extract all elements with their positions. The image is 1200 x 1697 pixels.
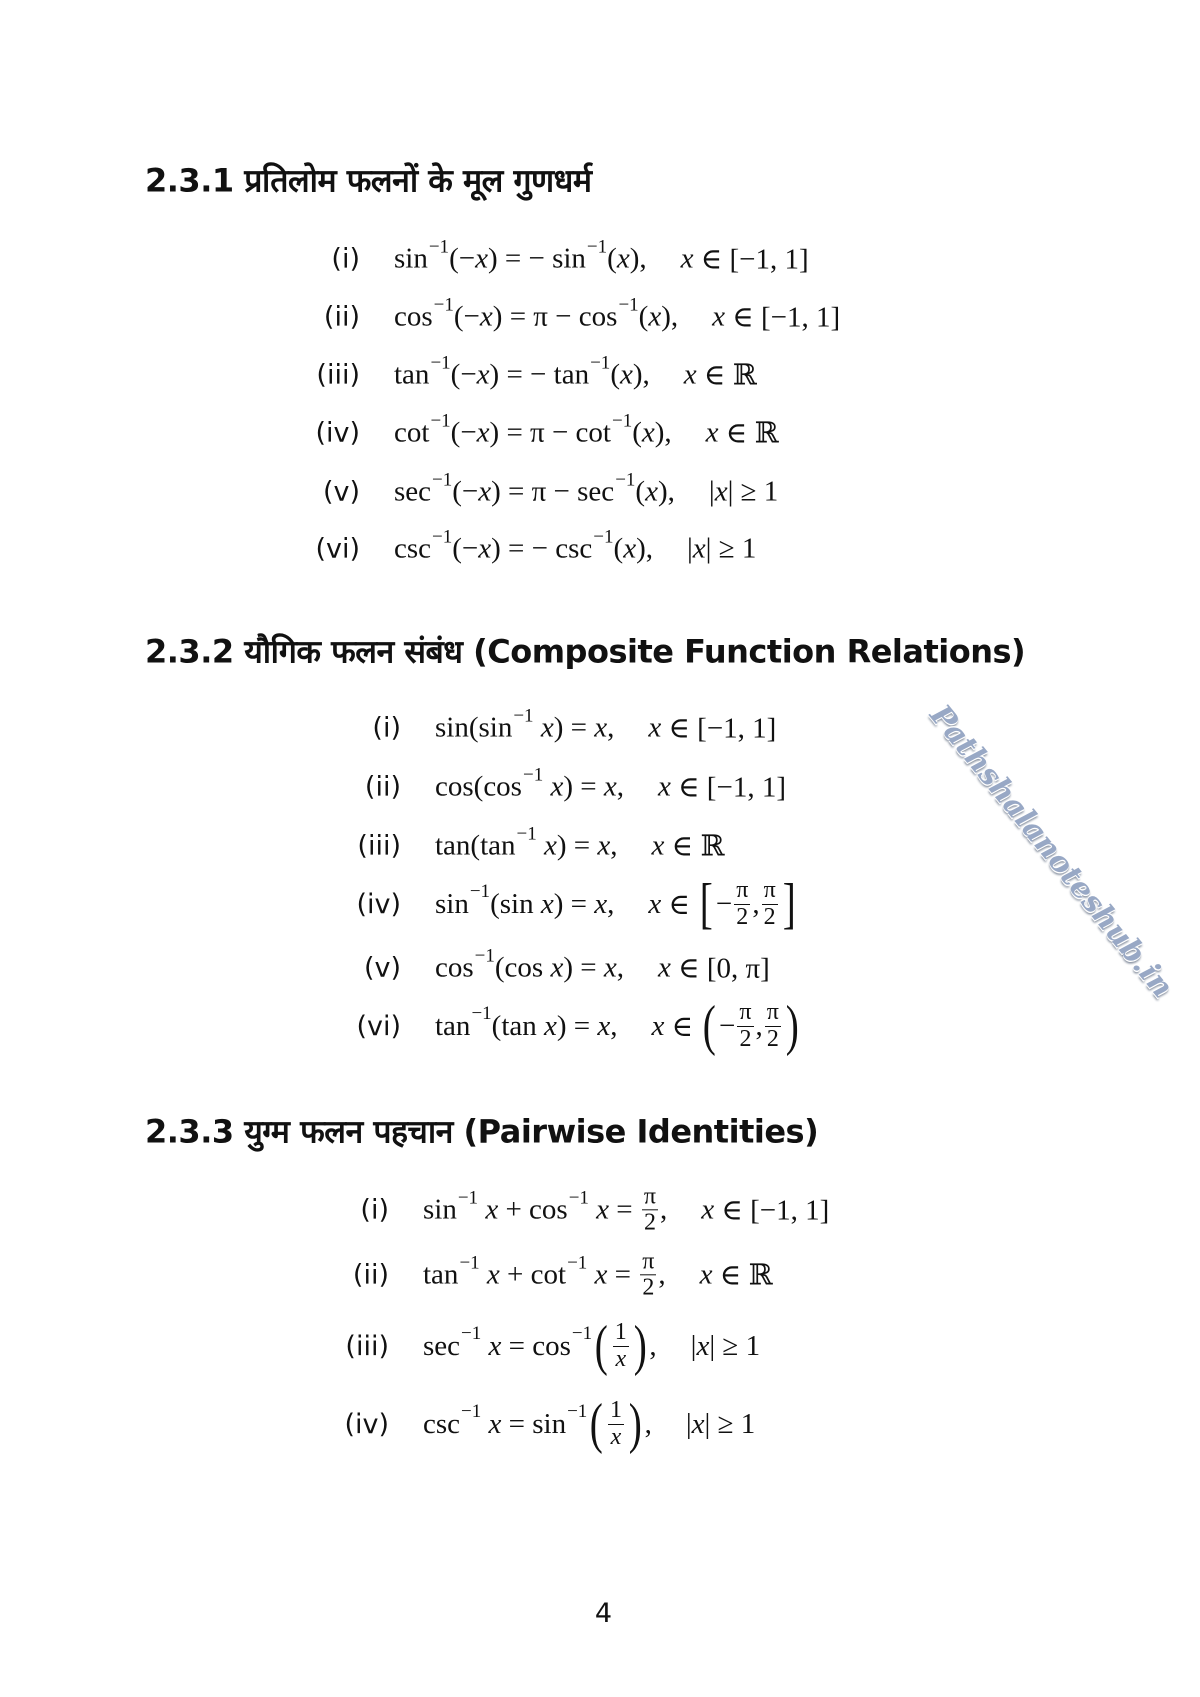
math-superscript: −1 <box>593 526 614 547</box>
math-superscript: −1 <box>432 469 453 490</box>
math-variable: x <box>540 711 554 744</box>
formula-domain <box>700 1258 773 1293</box>
formula-row <box>0 352 757 393</box>
formula-domain <box>648 873 798 935</box>
math-superscript: −1 <box>459 1252 480 1273</box>
math-text: (− <box>449 242 476 275</box>
math-text: | ≥ 1 <box>727 475 779 508</box>
math-text: ), <box>654 416 672 449</box>
math-text: ) = π − cot <box>489 416 611 449</box>
formula-label: (ii) <box>364 771 401 803</box>
formula-expression <box>435 764 624 804</box>
math-variable: x <box>476 358 490 391</box>
fraction-numerator: π <box>642 1248 655 1275</box>
math-fraction <box>762 878 778 929</box>
math-text: , <box>752 887 760 920</box>
math-text: ), <box>636 532 653 565</box>
math-large-bracket: ) <box>785 995 799 1057</box>
formula-expression <box>435 945 624 985</box>
math-text: − <box>715 887 733 920</box>
math-superscript: −1 <box>615 469 636 490</box>
math-variable: x <box>651 829 665 862</box>
math-text: ) = <box>563 770 604 803</box>
math-fraction <box>613 1320 629 1371</box>
math-superscript: −1 <box>568 1187 589 1208</box>
math-text: (sin <box>490 887 541 920</box>
formula-domain <box>706 416 779 451</box>
math-text: | ≥ 1 <box>709 1329 761 1362</box>
formula-row <box>0 945 770 986</box>
math-superscript: −1 <box>590 352 611 373</box>
math-variable: x <box>683 358 697 391</box>
formula-expression <box>423 1249 666 1300</box>
math-text: tan <box>394 358 430 391</box>
math-superscript: −1 <box>567 1252 588 1273</box>
math-superscript: −1 <box>430 352 451 373</box>
math-text: ∈ [−1, 1] <box>693 243 809 276</box>
fraction-numerator: π <box>643 1183 657 1210</box>
math-variable: x <box>705 416 719 449</box>
math-variable: x <box>486 1258 500 1291</box>
formula-domain <box>691 1330 760 1363</box>
formula-expression <box>423 1393 652 1455</box>
math-text: sin(sin <box>435 711 513 744</box>
math-text: = sin <box>501 1407 567 1440</box>
fraction-denominator: 2 <box>739 1025 752 1052</box>
math-text: = <box>609 1193 640 1226</box>
math-text: | <box>690 1329 697 1362</box>
page-number: 4 <box>594 1598 613 1629</box>
math-text: | <box>686 532 693 565</box>
math-text: (− <box>450 416 477 449</box>
math-text: tan(tan <box>435 829 516 862</box>
formula-row <box>0 705 777 746</box>
math-text: , <box>607 887 615 920</box>
math-superscript: −1 <box>430 410 451 431</box>
formula-expression <box>435 881 615 921</box>
formula-row <box>0 469 779 509</box>
math-variable: x <box>603 770 617 803</box>
math-variable: x <box>550 770 564 803</box>
formula-row <box>0 410 779 451</box>
math-text: ( <box>638 300 649 333</box>
math-text: , <box>649 1329 657 1362</box>
math-text <box>587 1259 594 1292</box>
math-superscript: −1 <box>457 1187 479 1208</box>
math-variable: x <box>540 887 554 920</box>
math-fraction <box>642 1184 658 1235</box>
formula-label: (iii) <box>316 359 360 391</box>
formula-expression <box>435 705 615 745</box>
formula-row <box>0 873 798 935</box>
math-large-bracket: ( <box>590 1393 604 1455</box>
math-variable: x <box>641 416 655 449</box>
math-text: cot <box>394 416 430 449</box>
math-variable: x <box>475 242 488 275</box>
formula-expression <box>394 236 647 276</box>
formula-domain <box>651 995 802 1057</box>
math-text: ) = <box>556 829 598 862</box>
fraction-denominator: 2 <box>736 903 749 930</box>
math-text: sin <box>423 1193 457 1226</box>
formula-expression <box>394 410 672 450</box>
math-text: ∈ [−1, 1] <box>725 301 841 334</box>
math-text: ∈ <box>664 1010 701 1043</box>
math-superscript: −1 <box>567 1401 588 1422</box>
math-text: ) = <box>563 951 604 984</box>
math-superscript: −1 <box>433 294 454 315</box>
math-variable: x <box>701 1193 715 1226</box>
math-text: cos <box>394 300 433 333</box>
formula-expression <box>394 469 675 509</box>
math-variable: x <box>485 1193 499 1226</box>
math-text <box>480 1259 487 1292</box>
math-text <box>481 1408 488 1441</box>
math-text: cos(cos <box>435 770 522 803</box>
formula-label: (vi) <box>315 533 360 565</box>
math-text: , <box>607 711 615 744</box>
math-text: ) = − csc <box>491 532 593 565</box>
math-text: ), <box>657 475 675 508</box>
formula-row <box>0 294 841 335</box>
math-variable: x <box>623 532 637 565</box>
math-variable: x <box>619 358 633 391</box>
math-large-bracket: ( <box>594 1315 608 1377</box>
formula-expression <box>423 1315 657 1377</box>
math-text: ( <box>632 416 642 449</box>
formula-row <box>0 995 802 1057</box>
math-text: ) = − tan <box>489 358 590 391</box>
math-superscript: −1 <box>461 1323 482 1344</box>
math-variable: x <box>680 242 694 275</box>
math-superscript: −1 <box>432 526 453 547</box>
math-text: + cos <box>498 1193 568 1226</box>
math-variable: x <box>712 300 726 333</box>
math-text: (− <box>453 300 480 333</box>
math-text: csc <box>423 1407 461 1440</box>
math-text: ( <box>607 242 617 275</box>
math-superscript: −1 <box>428 236 450 257</box>
math-variable: x <box>550 951 564 984</box>
math-text: = cos <box>501 1329 571 1362</box>
math-variable: x <box>597 1009 611 1042</box>
math-text: ) = <box>553 887 595 920</box>
math-variable: x <box>594 887 608 920</box>
fraction-denominator: x <box>615 1345 627 1372</box>
formula-row <box>0 1393 756 1455</box>
formula-domain <box>686 1408 755 1441</box>
fraction-denominator: 2 <box>766 1025 779 1052</box>
fraction-numerator: 1 <box>614 1319 627 1346</box>
math-fraction <box>765 1000 781 1051</box>
formula-label: (iv) <box>315 417 360 449</box>
formula-expression <box>435 1003 618 1043</box>
math-text: ∈ [0, π] <box>670 952 770 985</box>
math-text <box>537 830 544 863</box>
math-large-bracket: ) <box>633 1315 647 1377</box>
math-large-bracket: ) <box>628 1393 642 1455</box>
math-text: , <box>658 1258 666 1291</box>
formula-expression <box>435 823 618 863</box>
formula-row <box>0 1315 761 1377</box>
fraction-numerator: π <box>739 999 752 1026</box>
math-superscript: −1 <box>586 236 608 257</box>
math-variable: x <box>543 829 557 862</box>
math-text <box>534 712 541 745</box>
math-text: ∈ ℝ <box>664 830 725 863</box>
formula-expression <box>394 294 679 334</box>
formula-domain <box>658 951 770 986</box>
math-variable: x <box>603 951 617 984</box>
math-variable: x <box>714 475 728 508</box>
math-variable: x <box>648 711 662 744</box>
math-variable: x <box>657 770 671 803</box>
math-text: ), <box>661 300 679 333</box>
math-text: , <box>610 829 618 862</box>
math-text: | ≥ 1 <box>705 532 757 565</box>
math-variable: x <box>696 1329 710 1362</box>
math-text: ) = − sin <box>487 242 586 275</box>
math-text: (cos <box>494 951 551 984</box>
math-text: ), <box>632 358 650 391</box>
math-fraction <box>737 1000 753 1051</box>
math-variable: x <box>488 1329 502 1362</box>
formula-label: (vi) <box>356 1010 401 1042</box>
math-superscript: −1 <box>611 410 633 431</box>
formula-label: (ii) <box>323 301 360 333</box>
math-text: ∈ ℝ <box>712 1259 773 1292</box>
math-large-bracket: ( <box>703 995 717 1057</box>
math-superscript: −1 <box>516 823 537 844</box>
math-variable: x <box>699 1258 713 1291</box>
formula-label: (iii) <box>357 830 401 862</box>
math-variable: x <box>616 242 630 275</box>
formula-label: (i) <box>360 1194 389 1226</box>
math-text: , <box>660 1193 668 1226</box>
math-fraction <box>640 1249 656 1300</box>
fraction-numerator: 1 <box>609 1397 622 1424</box>
math-variable: x <box>594 711 608 744</box>
fraction-denominator: 2 <box>642 1274 655 1301</box>
math-variable: x <box>645 475 658 508</box>
formula-label: (ii) <box>352 1259 389 1291</box>
section-heading-2-3-3: 2.3.3 युग्म फलन पहचान (Pairwise Identities) <box>145 1112 819 1151</box>
math-text: ) = π − cos <box>492 300 618 333</box>
math-superscript: −1 <box>513 705 534 726</box>
math-text: ) = <box>553 711 595 744</box>
math-text: sin <box>435 887 469 920</box>
math-text: ), <box>629 242 647 275</box>
math-variable: x <box>478 532 492 565</box>
formula-domain <box>684 358 757 393</box>
math-variable: x <box>691 1407 705 1440</box>
math-text: (− <box>452 532 479 565</box>
math-text: ∈ [−1, 1] <box>661 712 777 745</box>
math-variable: x <box>476 416 490 449</box>
math-text: + cot <box>499 1258 567 1291</box>
math-text: = <box>607 1258 639 1291</box>
formula-label: (v) <box>322 476 360 508</box>
math-variable: x <box>692 532 706 565</box>
math-variable: x <box>488 1407 502 1440</box>
math-text: ( <box>610 358 620 391</box>
math-variable: x <box>478 475 492 508</box>
math-fraction <box>734 878 750 929</box>
formula-label: (v) <box>363 952 401 984</box>
formula-domain <box>701 1193 829 1228</box>
math-text <box>481 1330 488 1363</box>
math-text: ∈ ℝ <box>718 417 779 450</box>
math-superscript: −1 <box>474 945 495 966</box>
math-variable: x <box>657 951 671 984</box>
math-variable: x <box>648 300 662 333</box>
math-text: , <box>616 951 624 984</box>
math-text: − <box>719 1009 736 1042</box>
math-text: ∈ <box>661 888 698 921</box>
math-variable: x <box>597 829 611 862</box>
formula-row <box>0 823 725 864</box>
math-large-bracket: ] <box>782 873 796 935</box>
fraction-numerator: π <box>766 999 779 1026</box>
math-superscript: −1 <box>618 294 639 315</box>
section-heading-2-3-1: 2.3.1 प्रतिलोम फलनों के मूल गुणधर्म <box>145 161 592 200</box>
formula-expression <box>394 352 650 392</box>
math-variable: x <box>544 1009 557 1042</box>
math-variable: x <box>596 1193 610 1226</box>
math-text: ∈ ℝ <box>696 359 757 392</box>
math-text: , <box>610 1009 618 1042</box>
math-text: ( <box>635 475 646 508</box>
math-superscript: −1 <box>571 1323 593 1344</box>
formula-row <box>0 764 786 805</box>
math-superscript: −1 <box>471 1003 492 1024</box>
math-text: csc <box>394 532 432 565</box>
math-variable: x <box>648 887 662 920</box>
math-text: ) = π − sec <box>491 475 615 508</box>
formula-domain <box>648 711 776 746</box>
math-text: , <box>755 1009 763 1042</box>
formula-domain <box>658 770 786 805</box>
math-variable: x <box>479 300 493 333</box>
math-variable: x <box>651 1009 665 1042</box>
formula-label: (i) <box>331 243 360 275</box>
math-text: | <box>685 1407 692 1440</box>
math-text: tan <box>423 1258 459 1291</box>
fraction-denominator: x <box>610 1423 622 1450</box>
watermark: Pathshalanoteshub.in <box>922 698 1180 1005</box>
fraction-denominator: 2 <box>763 903 776 930</box>
math-superscript: −1 <box>522 764 544 785</box>
math-text: sin <box>394 242 428 275</box>
formula-label: (iv) <box>356 888 401 920</box>
math-text: cos <box>435 951 474 984</box>
math-text: , <box>644 1407 652 1440</box>
math-superscript: −1 <box>469 881 491 902</box>
formula-row <box>0 526 757 566</box>
fraction-denominator: 2 <box>643 1209 656 1236</box>
section-heading-2-3-2: 2.3.2 यौगिक फलन संबंध (Composite Function Relations) <box>145 632 1026 671</box>
formula-domain <box>652 829 725 864</box>
formula-expression <box>394 526 653 566</box>
formula-row <box>0 1249 773 1300</box>
fraction-numerator: π <box>736 877 749 904</box>
formula-domain <box>687 533 756 566</box>
formula-row <box>0 1184 829 1235</box>
fraction-numerator: π <box>763 877 776 904</box>
formula-label: (iv) <box>344 1408 389 1440</box>
formula-label: (iii) <box>345 1330 389 1362</box>
math-large-bracket: [ <box>699 873 714 935</box>
math-variable: x <box>594 1258 608 1291</box>
math-text: ∈ [−1, 1] <box>670 771 786 804</box>
formula-domain <box>681 242 809 277</box>
math-text: (tan <box>491 1009 544 1042</box>
math-superscript: −1 <box>461 1401 482 1422</box>
math-text: ) = <box>556 1009 598 1042</box>
formula-domain <box>709 476 778 509</box>
math-text: ( <box>613 532 624 565</box>
formula-row <box>0 236 809 277</box>
math-text: tan <box>435 1009 471 1042</box>
math-text: (− <box>450 358 477 391</box>
math-fraction <box>608 1398 624 1449</box>
math-text: | <box>708 475 715 508</box>
math-text: , <box>616 770 624 803</box>
math-text: sec <box>394 475 432 508</box>
math-text: | ≥ 1 <box>704 1407 756 1440</box>
math-text: ∈ [−1, 1] <box>714 1194 830 1227</box>
formula-domain <box>712 300 840 335</box>
formula-expression <box>423 1184 667 1235</box>
math-text: (− <box>452 475 479 508</box>
formula-label: (i) <box>372 712 401 744</box>
math-text: sec <box>423 1329 461 1362</box>
